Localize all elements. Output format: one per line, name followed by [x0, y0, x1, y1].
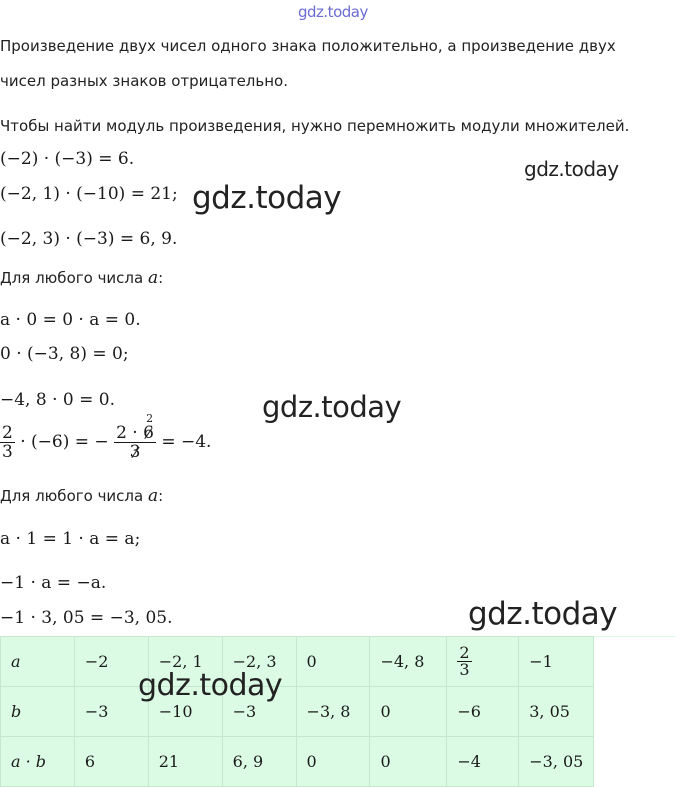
table-cell: −2, 1: [148, 637, 222, 687]
table-cell: −3: [74, 687, 148, 737]
equation-8: a · 1 = 1 · a = a;: [0, 529, 141, 549]
table-cell: $\frac{2}{3}$: [447, 637, 519, 687]
watermark: gdz.today: [262, 390, 402, 424]
table-cell: −2, 3: [222, 637, 296, 687]
table-cell: 3, 05: [519, 687, 594, 737]
table-cell: 21: [148, 737, 222, 787]
table-cell: a · b: [1, 737, 75, 787]
table-cell: 6, 9: [222, 737, 296, 787]
table-cell-empty: [594, 737, 676, 787]
rule-sign-line-2: чисел разных знаков отрицательно.: [0, 72, 288, 90]
table-cell: b: [1, 687, 75, 737]
equation-4: a · 0 = 0 · a = 0.: [0, 310, 141, 330]
equation-7: $\frac{2}{3}$ · (−6) = − 2 · 2 6 3 = −4.: [2, 412, 212, 462]
table-row: [1, 687, 676, 737]
table-cell: −4, 8: [370, 637, 447, 687]
table-cell: 6: [74, 737, 148, 787]
any-number-label-1: Для любого числа a:: [0, 268, 164, 288]
equation-6: −4, 8 · 0 = 0.: [0, 390, 115, 410]
equation-2: (−2, 1) · (−10) = 21;: [0, 184, 178, 204]
table-cell: −10: [148, 687, 222, 737]
table-row: [1, 637, 676, 687]
watermark: gdz.today: [524, 157, 619, 181]
equation-5: 0 · (−3, 8) = 0;: [0, 344, 129, 364]
table-cell: −1: [519, 637, 594, 687]
table-cell: 0: [296, 637, 370, 687]
watermark: gdz.today: [298, 3, 368, 21]
table-cell: −2: [74, 637, 148, 687]
equation-10: −1 · 3, 05 = −3, 05.: [0, 608, 173, 628]
table-cell-empty: [594, 687, 676, 737]
rule-sign-line-1: Произведение двух чисел одного знака положительно, а произведение двух: [0, 37, 616, 55]
watermark: gdz.today: [138, 668, 283, 703]
table-cell: −3: [222, 687, 296, 737]
table-cell: 0: [370, 737, 447, 787]
table-cell: 0: [370, 687, 447, 737]
table-cell: −4: [447, 737, 519, 787]
fraction-reduced: 2 · 2 6 3: [116, 412, 154, 462]
any-number-label-2: Для любого числа a:: [0, 486, 164, 506]
table-row: [1, 737, 676, 787]
watermark: gdz.today: [468, 596, 618, 632]
fraction-two-thirds: $\frac{2}{3}$: [2, 423, 13, 462]
watermark: gdz.today: [192, 180, 342, 216]
equation-3: (−2, 3) · (−3) = 6, 9.: [0, 229, 178, 249]
table-cell: 0: [296, 737, 370, 787]
table-cell: −6: [447, 687, 519, 737]
equation-9: −1 · a = −a.: [0, 573, 107, 593]
table-cell: −3, 05: [519, 737, 594, 787]
rule-modulus: Чтобы найти модуль произведения, нужно перемножить модули множителей.: [0, 117, 630, 135]
equation-1: (−2) · (−3) = 6.: [0, 149, 135, 169]
table-cell: −3, 8: [296, 687, 370, 737]
table-cell-empty: [594, 637, 676, 687]
values-table: [0, 636, 676, 787]
table-cell: a: [1, 637, 75, 687]
